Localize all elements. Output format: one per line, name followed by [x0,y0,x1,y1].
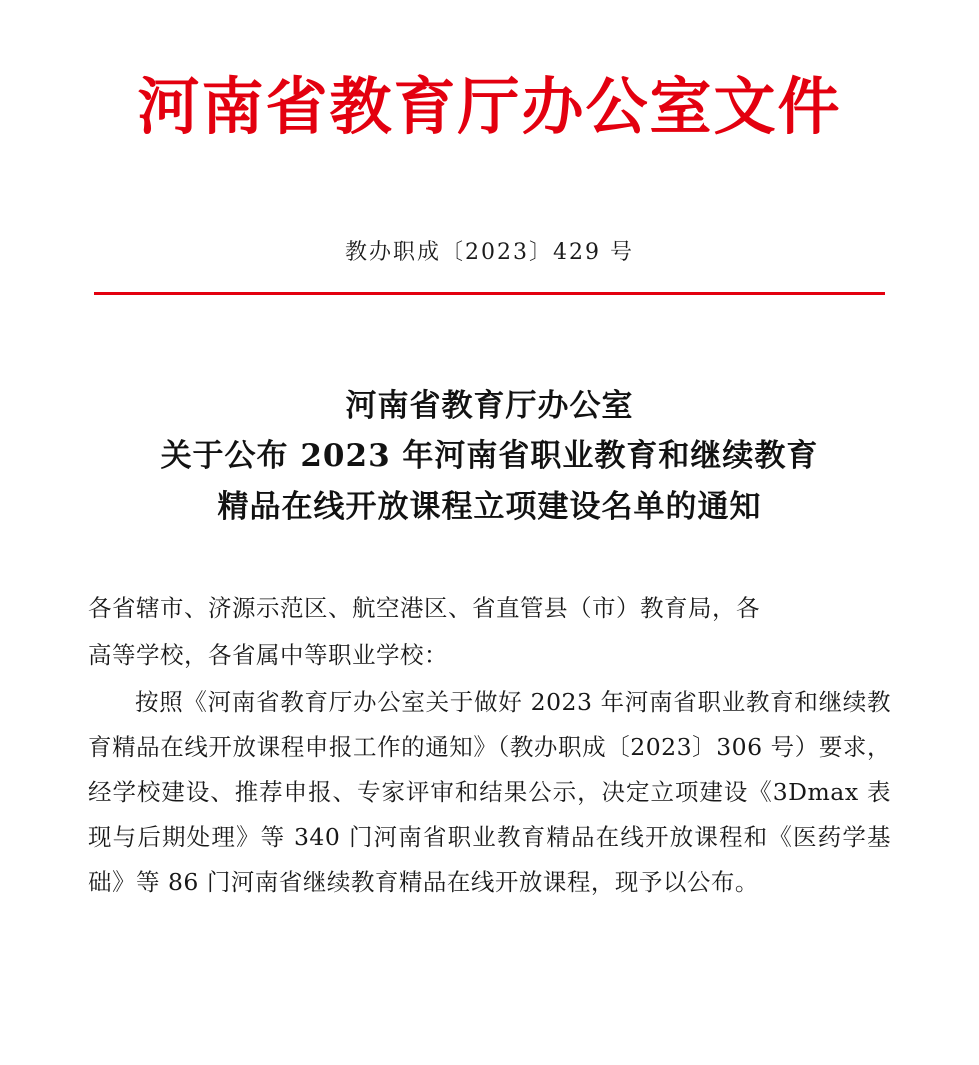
masthead-title: 河南省教育厅办公室文件 [137,70,842,143]
title-line-3: 精品在线开放课程立项建设名单的通知 [217,488,762,525]
addressee-line-2: 高等学校，各省属中等职业学校： [88,640,448,669]
addressee-line-1: 各省辖市、济源示范区、航空港区、省直管县（市）教育局，各 [88,593,760,622]
red-divider-rule [94,292,885,295]
title-line-2: 关于公布 2023 年河南省职业教育和继续教育 [160,438,819,475]
document-number-row [0,235,979,266]
masthead [0,0,979,143]
document-title [0,381,979,532]
document-body [0,586,979,906]
document-number: 教办职成〔2023〕429 号 [345,240,634,266]
body-paragraph-1: 按照《河南省教育厅办公室关于做好 2023 年河南省职业教育和继续教育精品在线开放课程申报工作的通知》（教办职成〔2023〕306 号）要求，经学校建设、推荐申报、专家评审和结果公示，决定立项建设《3Dmax 表现与后期处理》等 340 门河南省职业教育精品在线开放课程和《医药学基础》等 86 门河南省继续教育精品在线开放课程，现予以公布。 [88,687,891,897]
title-line-1: 河南省教育厅办公室 [345,388,634,425]
